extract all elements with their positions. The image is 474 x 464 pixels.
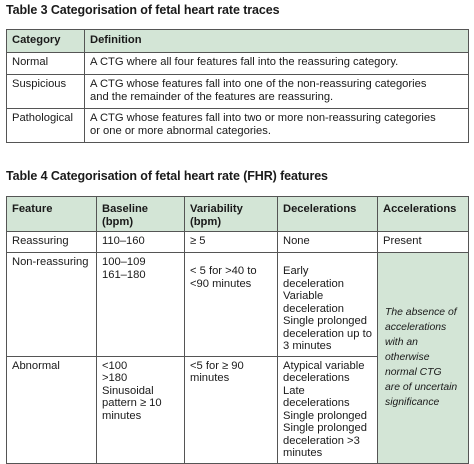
table4-variability-cell: < 5 for >40 to <90 minutes bbox=[185, 253, 278, 357]
table3-caption: Table 3 Categorisation of fetal heart rate traces bbox=[6, 3, 280, 17]
table3-definition-cell: A CTG where all four features fall into the reassuring category. bbox=[85, 53, 469, 75]
table4-baseline-cell: 100–109 161–180 bbox=[97, 253, 185, 357]
table-row bbox=[7, 109, 469, 143]
table-row bbox=[7, 232, 469, 253]
table4-accelerations-cell: Present bbox=[378, 232, 469, 253]
table4-header-row bbox=[7, 197, 469, 232]
table3-header-category: Category bbox=[7, 30, 85, 53]
table3-header-definition: Definition bbox=[85, 30, 469, 53]
table4-variability-cell: ≥ 5 bbox=[185, 232, 278, 253]
table4-caption: Table 4 Categorisation of fetal heart rate (FHR) features bbox=[6, 169, 328, 183]
accelerations-merged-note: The absence of accelerations with an otherwise normal CTG are of uncertain significance bbox=[378, 253, 469, 464]
table3-category-cell: Normal bbox=[7, 53, 85, 75]
table4-header-decelerations: Decelerations bbox=[278, 197, 378, 232]
table4-feature-cell: Abnormal bbox=[7, 356, 97, 463]
table4-decelerations-cell: Atypical variable decelerations Late decelerations Single prolonged Single prolonged deceleration >3 minutes bbox=[278, 356, 378, 463]
table4-decelerations-cell: None bbox=[278, 232, 378, 253]
table3-category-cell: Pathological bbox=[7, 109, 85, 143]
table4-header-baseline: Baseline (bpm) bbox=[97, 197, 185, 232]
table3-definition-cell: A CTG whose features fall into one of the non-reassuring categories and the remainder of the features are reassuring. bbox=[85, 75, 469, 109]
table3-header-row bbox=[7, 30, 469, 53]
table4 bbox=[6, 196, 469, 464]
table4-header-feature: Feature bbox=[7, 197, 97, 232]
table4-decelerations-cell: Early deceleration Variable deceleration Single prolonged deceleration up to 3 minutes bbox=[278, 253, 378, 357]
table3-category-cell: Suspicious bbox=[7, 75, 85, 109]
table3-definition-cell: A CTG whose features fall into two or more non-reassuring categories or one or more abnormal categories. bbox=[85, 109, 469, 143]
table4-feature-cell: Reassuring bbox=[7, 232, 97, 253]
table4-feature-cell: Non-reassuring bbox=[7, 253, 97, 357]
table-row bbox=[7, 253, 469, 357]
table4-header-variability: Variability (bpm) bbox=[185, 197, 278, 232]
table-row bbox=[7, 75, 469, 109]
table3 bbox=[6, 29, 469, 143]
table4-baseline-cell: <100 >180 Sinusoidal pattern ≥ 10 minutes bbox=[97, 356, 185, 463]
table4-baseline-cell: 110–160 bbox=[97, 232, 185, 253]
table4-header-accelerations: Accelerations bbox=[378, 197, 469, 232]
table-row bbox=[7, 53, 469, 75]
table4-variability-cell: <5 for ≥ 90 minutes bbox=[185, 356, 278, 463]
